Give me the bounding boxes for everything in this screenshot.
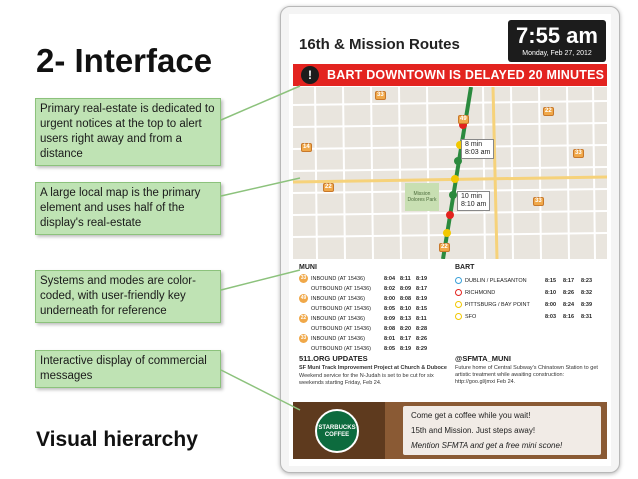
muni-departure-time: 8:10 [400, 306, 412, 312]
route-shield: 22 [325, 184, 332, 190]
news-511-body: Weekend service for the N-Judah is set to be cut for six weekends starting Friday, Feb 24. [299, 373, 434, 386]
bart-line-dot [455, 313, 462, 320]
muni-departure-time: 8:04 [384, 276, 396, 282]
muni-departure-time: 8:20 [400, 326, 412, 332]
clock [508, 20, 606, 62]
eta-callout-2 [457, 191, 490, 211]
bart-departure-time: 8:15 [545, 278, 557, 284]
muni-departure-time: 8:17 [416, 286, 428, 292]
screen-title: 16th & Mission Routes [299, 36, 460, 53]
bart-departure-time: 8:16 [563, 314, 575, 320]
bart-line-dot [455, 301, 462, 308]
callout-local-map: A large local map is the primary element and uses half of the display's real-estate [35, 182, 221, 235]
map-streets [293, 87, 607, 259]
commercial-ad[interactable] [293, 402, 607, 459]
muni-schedule-row [311, 344, 371, 354]
muni-departure-time: 8:19 [416, 276, 428, 282]
bart-departure-time: 8:10 [545, 290, 557, 296]
bart-departure-time: 8:31 [581, 314, 593, 320]
news-511-subheading: SF Muni Track Improvement Project at Church & Duboce [299, 365, 447, 371]
news-511-heading: 511.ORG UPDATES [299, 354, 368, 363]
clock-date: Monday, Feb 27, 2012 [522, 50, 592, 57]
bart-departure-time: 8:24 [563, 302, 575, 308]
muni-schedule-row [311, 334, 365, 344]
muni-departure-time: 8:11 [400, 276, 411, 282]
muni-schedule-row [311, 284, 371, 294]
clock-time: 7:55 am [516, 23, 598, 48]
muni-route-badge: 22 [300, 315, 307, 321]
muni-departure-time: 8:05 [384, 306, 396, 312]
bart-departure-time: 8:03 [545, 314, 557, 320]
route-shield: 22 [545, 108, 552, 114]
bart-heading: BART [455, 264, 475, 271]
muni-departure-time: 8:11 [416, 316, 427, 322]
bart-line-name: DUBLIN / PLEASANTON [465, 278, 527, 284]
muni-departure-time: 8:15 [416, 306, 428, 312]
muni-schedule-row [311, 314, 365, 324]
bart-departure-time: 8:00 [545, 302, 557, 308]
alert-icon: ! [301, 66, 319, 84]
muni-direction: INBOUND (AT 15436) [311, 316, 365, 322]
eta-callout-1 [461, 139, 494, 159]
eta-time: 8:03 am [465, 149, 491, 156]
muni-direction: INBOUND (AT 15436) [311, 336, 365, 342]
muni-route-badge: 49 [300, 295, 307, 301]
bart-departure-time: 8:17 [563, 278, 575, 284]
bart-departure-time: 8:23 [581, 278, 593, 284]
route-shield: 22 [441, 244, 448, 250]
visual-hierarchy-label: Visual hierarchy [36, 428, 198, 451]
muni-route-badge: 33 [300, 275, 307, 281]
local-map[interactable] [293, 87, 607, 259]
eta-min: 8 min [465, 141, 483, 148]
bart-departure-time: 8:39 [581, 302, 593, 308]
park-label: Mission Dolores Park [407, 191, 437, 203]
muni-schedule-row [311, 324, 371, 334]
muni-departure-time: 8:19 [416, 296, 428, 302]
alert-text: BART DOWNTOWN IS DELAYED 20 MINUTES [327, 68, 605, 82]
ad-message-panel [403, 406, 601, 455]
muni-direction: INBOUND (AT 15436) [311, 276, 365, 282]
muni-heading: MUNI [299, 264, 317, 271]
logo-text: STARBUCKS COFFEE [318, 425, 356, 438]
muni-direction: OUTBOUND (AT 15436) [311, 306, 372, 312]
slide-title: 2- Interface [36, 42, 213, 79]
callout-commercial-messages: Interactive display of commercial messages [35, 350, 221, 388]
muni-departure-time: 8:29 [416, 346, 428, 352]
callout-color-coding: Systems and modes are color-coded, with user-friendly key underneath for reference [35, 270, 221, 323]
muni-direction: OUTBOUND (AT 15436) [311, 326, 372, 332]
muni-direction: OUTBOUND (AT 15436) [311, 346, 372, 352]
muni-direction: OUTBOUND (AT 15436) [311, 286, 372, 292]
route-shield: 33 [575, 150, 582, 156]
route-shield: 49 [460, 116, 467, 122]
bart-line-dot [455, 277, 462, 284]
display-screen [289, 14, 611, 466]
bart-departure-time: 8:26 [563, 290, 575, 296]
ad-line-1: Come get a coffee while you wait! [411, 411, 531, 420]
muni-route-badge: 33 [300, 335, 307, 341]
muni-departure-time: 8:13 [400, 316, 412, 322]
muni-departure-time: 8:26 [416, 336, 428, 342]
muni-schedule-row [311, 274, 365, 284]
muni-departure-time: 8:00 [384, 296, 396, 302]
route-shield: 33 [535, 198, 542, 204]
route-shield: 33 [377, 92, 384, 98]
muni-departure-time: 8:08 [400, 296, 412, 302]
ad-line-3: Mention SFMTA and get a free mini scone! [411, 441, 563, 450]
bart-line-name: PITTSBURG / BAY POINT [465, 302, 530, 308]
muni-direction: INBOUND (AT 15436) [311, 296, 365, 302]
muni-departure-time: 8:01 [384, 336, 396, 342]
muni-departure-time: 8:02 [384, 286, 396, 292]
muni-departure-time: 8:09 [384, 316, 396, 322]
ad-line-2: 15th and Mission. Just steps away! [411, 426, 536, 435]
muni-departure-time: 8:08 [384, 326, 396, 332]
news-sfmta-body: Future home of Central Subway's Chinatown Station to get artistic treatment while awaiting construction: http://goo.gl/jmxi Feb 24. [455, 365, 598, 385]
muni-departure-time: 8:17 [400, 336, 412, 342]
alert-banner[interactable] [293, 64, 607, 86]
muni-departure-time: 8:05 [384, 346, 396, 352]
route-shield: 14 [303, 144, 310, 150]
starbucks-logo [315, 409, 359, 453]
eta-time: 8:10 am [461, 201, 487, 208]
muni-departure-time: 8:19 [400, 346, 412, 352]
muni-schedule-row [311, 294, 365, 304]
bart-line-name: RICHMOND [465, 290, 496, 296]
bart-line-name: SFO [465, 314, 477, 320]
bart-departure-time: 8:32 [581, 290, 593, 296]
news-sfmta-heading: @SFMTA_MUNI [455, 354, 511, 363]
callout-urgent-notices: Primary real-estate is dedicated to urgent notices at the top to alert users right away and from a distance [35, 98, 221, 166]
bart-line-dot [455, 289, 462, 296]
eta-min: 10 min [461, 193, 483, 200]
muni-departure-time: 8:28 [416, 326, 428, 332]
muni-departure-time: 8:09 [400, 286, 412, 292]
muni-schedule-row [311, 304, 371, 314]
